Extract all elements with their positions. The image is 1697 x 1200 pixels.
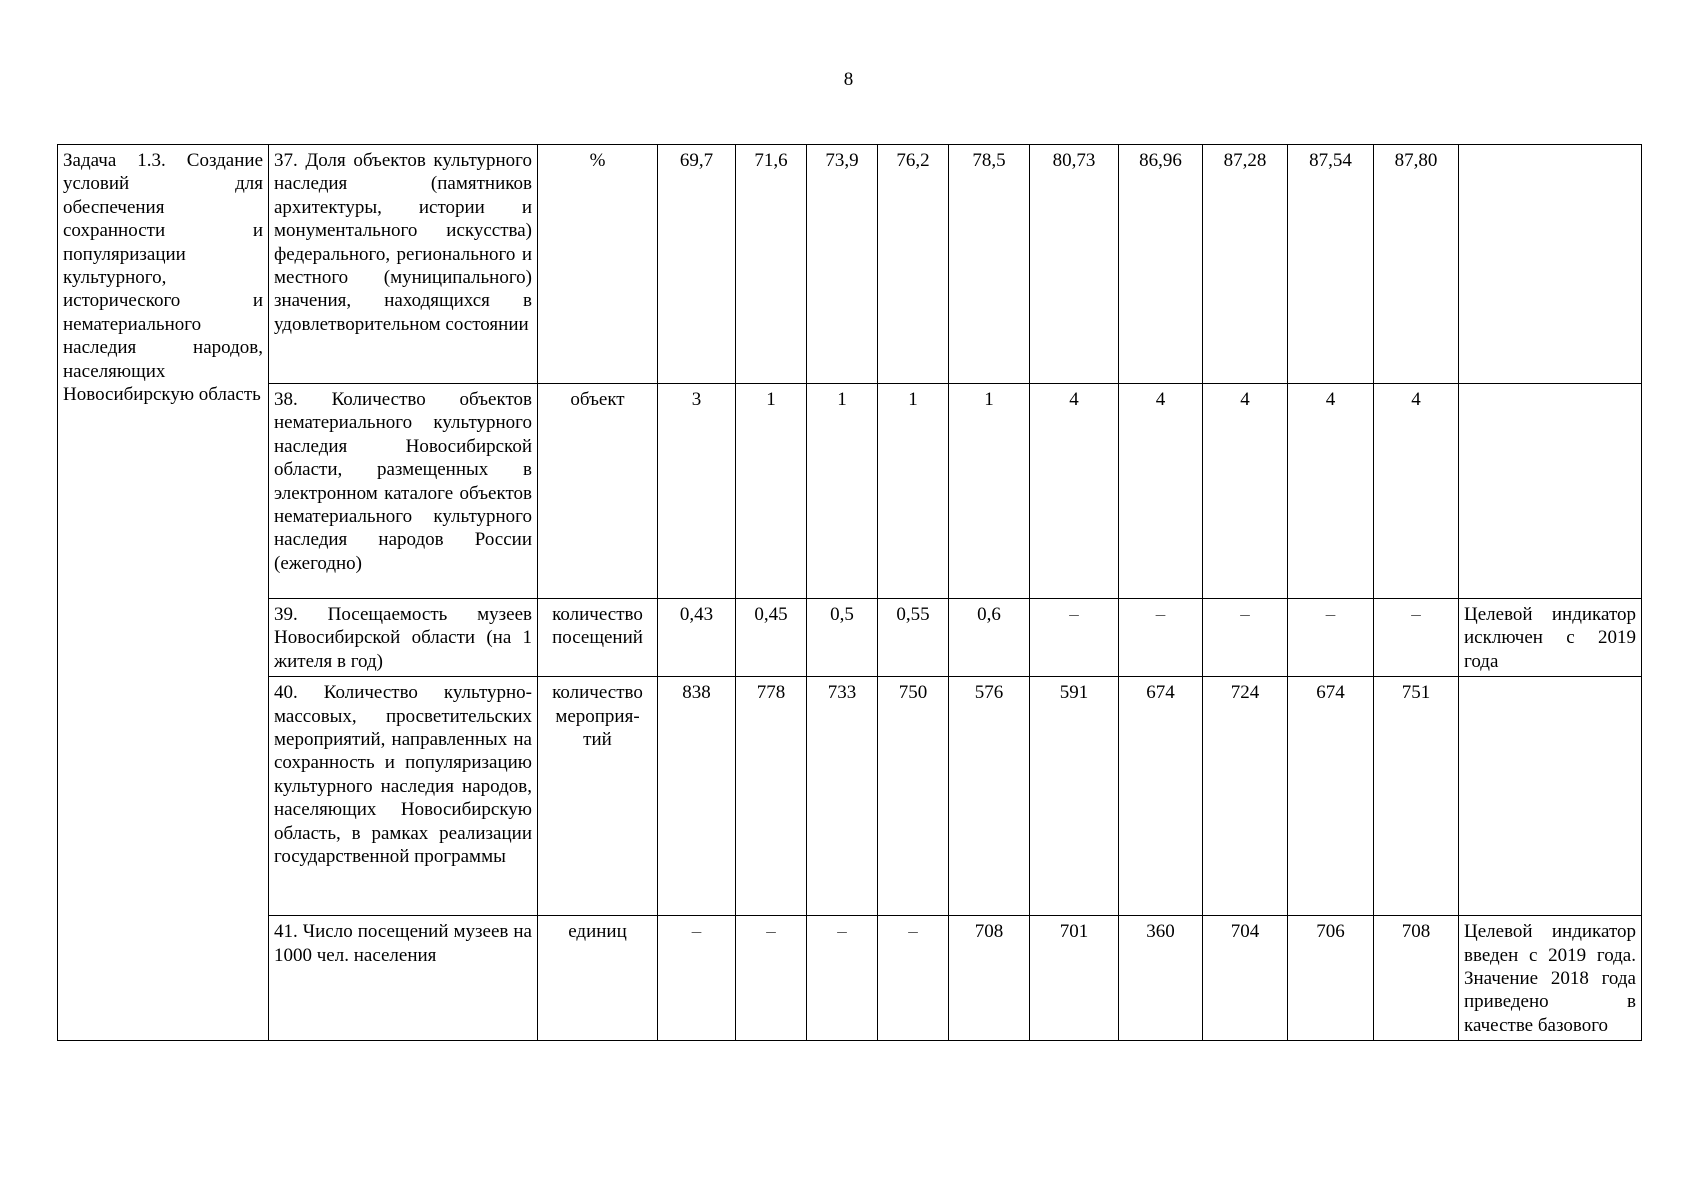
indicator-name: 37. Доля объектов культурного наследия (памятников архитектуры, истории и монументального искусства) федерального, регионального и местного (муниципального) значения, находящихся в удовлетворительном состоянии <box>269 145 538 384</box>
value-cell: 1 <box>736 384 807 599</box>
value-cell: 76,2 <box>878 145 949 384</box>
note-cell <box>1459 384 1642 599</box>
value-cell: – <box>658 916 736 1041</box>
value-cell: 4 <box>1030 384 1119 599</box>
value-cell: 708 <box>949 916 1030 1041</box>
indicator-unit: количество мероприя-тий <box>538 677 658 916</box>
indicator-name: 41. Число посещений музеев на 1000 чел. населения <box>269 916 538 1041</box>
value-cell: – <box>807 916 878 1041</box>
value-cell: 69,7 <box>658 145 736 384</box>
indicator-name: 39. Посещаемость музеев Новосибирской области (на 1 жителя в год) <box>269 599 538 677</box>
value-cell: 576 <box>949 677 1030 916</box>
value-cell: 591 <box>1030 677 1119 916</box>
indicator-name: 40. Количество культурно-массовых, просветительских мероприятий, направленных на сохранность и популяризацию культурного наследия народов, населяющих Новосибирскую область, в рамках реализации государственной программы <box>269 677 538 916</box>
note-cell: Целевой индикатор введен с 2019 года. Значение 2018 года приведено в качестве базового <box>1459 916 1642 1041</box>
value-cell: – <box>878 916 949 1041</box>
note-cell <box>1459 145 1642 384</box>
indicator-name: 38. Количество объектов нематериального культурного наследия Новосибирской области, размещенных в электронном каталоге объектов нематериального культурного наследия народов России (ежегодно) <box>269 384 538 599</box>
value-cell: 0,45 <box>736 599 807 677</box>
table-row <box>58 384 1642 599</box>
value-cell: 86,96 <box>1119 145 1203 384</box>
value-cell: 3 <box>658 384 736 599</box>
value-cell: 704 <box>1203 916 1288 1041</box>
indicator-unit: объект <box>538 384 658 599</box>
value-cell: 4 <box>1374 384 1459 599</box>
value-cell: 1 <box>949 384 1030 599</box>
value-cell: 73,9 <box>807 145 878 384</box>
value-cell: 751 <box>1374 677 1459 916</box>
value-cell: 71,6 <box>736 145 807 384</box>
indicator-unit: количество посещений <box>538 599 658 677</box>
value-cell: 708 <box>1374 916 1459 1041</box>
value-cell: – <box>1030 599 1119 677</box>
value-cell: 733 <box>807 677 878 916</box>
value-cell: 0,43 <box>658 599 736 677</box>
value-cell: 4 <box>1203 384 1288 599</box>
value-cell: 4 <box>1119 384 1203 599</box>
value-cell: – <box>1374 599 1459 677</box>
indicator-unit: % <box>538 145 658 384</box>
value-cell: – <box>1288 599 1374 677</box>
value-cell: 1 <box>807 384 878 599</box>
value-cell: 78,5 <box>949 145 1030 384</box>
value-cell: 87,80 <box>1374 145 1459 384</box>
note-cell: Целевой индикатор исключен с 2019 года <box>1459 599 1642 677</box>
page-number: 8 <box>843 69 854 90</box>
value-cell: 80,73 <box>1030 145 1119 384</box>
value-cell: 701 <box>1030 916 1119 1041</box>
value-cell: 0,55 <box>878 599 949 677</box>
value-cell: 706 <box>1288 916 1374 1041</box>
value-cell: – <box>736 916 807 1041</box>
value-cell: – <box>1119 599 1203 677</box>
value-cell: 87,54 <box>1288 145 1374 384</box>
value-cell: 750 <box>878 677 949 916</box>
value-cell: – <box>1203 599 1288 677</box>
value-cell: 87,28 <box>1203 145 1288 384</box>
value-cell: 4 <box>1288 384 1374 599</box>
value-cell: 1 <box>878 384 949 599</box>
indicator-unit: единиц <box>538 916 658 1041</box>
value-cell: 838 <box>658 677 736 916</box>
table-row <box>58 677 1642 916</box>
table-row <box>58 145 1642 384</box>
value-cell: 674 <box>1119 677 1203 916</box>
table-row <box>58 599 1642 677</box>
table-row <box>58 916 1642 1041</box>
note-cell <box>1459 677 1642 916</box>
value-cell: 360 <box>1119 916 1203 1041</box>
task-cell: Задача 1.3. Создание условий для обеспечения сохранности и популяризации культурного, исторического и нематериального наследия народов, населяющих Новосибирскую область <box>58 145 269 1041</box>
indicators-table <box>57 144 1642 1041</box>
value-cell: 0,6 <box>949 599 1030 677</box>
value-cell: 778 <box>736 677 807 916</box>
value-cell: 724 <box>1203 677 1288 916</box>
value-cell: 0,5 <box>807 599 878 677</box>
value-cell: 674 <box>1288 677 1374 916</box>
